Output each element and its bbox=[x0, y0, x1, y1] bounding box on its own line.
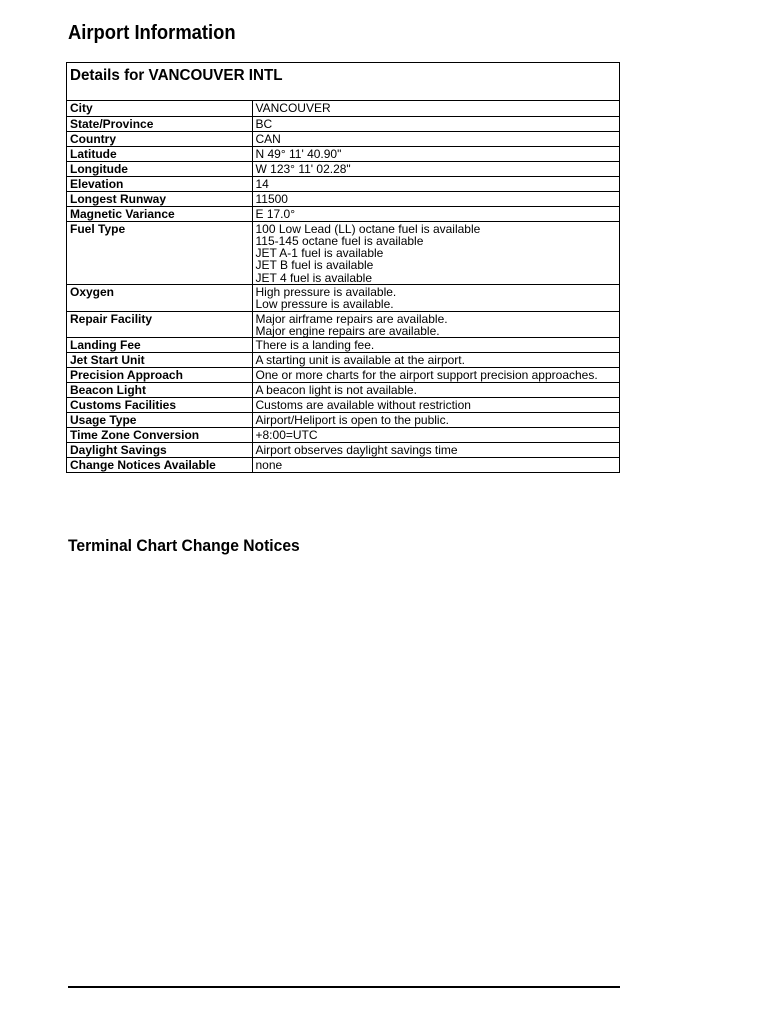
table-row bbox=[67, 353, 619, 368]
value-line: One or more charts for the airport support precision approaches. bbox=[255, 368, 598, 383]
row-value bbox=[252, 311, 619, 338]
value-line: A beacon light is not available. bbox=[255, 383, 417, 398]
row-label: Change Notices Available bbox=[67, 458, 252, 473]
table-row bbox=[67, 221, 619, 284]
table-row bbox=[67, 176, 619, 191]
value-line: A starting unit is available at the airport. bbox=[255, 353, 465, 368]
page-title: Airport Information bbox=[68, 22, 236, 44]
value-line: CAN bbox=[255, 131, 281, 146]
table-row bbox=[67, 284, 619, 311]
row-label: Customs Facilities bbox=[67, 398, 252, 413]
value-line: +8:00=UTC bbox=[255, 428, 318, 443]
row-label: Longitude bbox=[67, 161, 252, 176]
row-label: Magnetic Variance bbox=[67, 206, 252, 221]
table-row bbox=[67, 311, 619, 338]
value-line: E 17.0° bbox=[255, 206, 295, 221]
table-row bbox=[67, 146, 619, 161]
value-line: N 49° 11' 40.90" bbox=[255, 146, 342, 161]
table-row bbox=[67, 191, 619, 206]
row-value bbox=[252, 176, 619, 191]
details-caption-text: Details for VANCOUVER INTL bbox=[70, 67, 283, 84]
row-label: Time Zone Conversion bbox=[67, 428, 252, 443]
table-row bbox=[67, 131, 619, 146]
table-row bbox=[67, 338, 619, 353]
row-label: Daylight Savings bbox=[67, 443, 252, 458]
row-value bbox=[252, 221, 619, 284]
value-line: Customs are available without restriction bbox=[255, 398, 471, 413]
row-value bbox=[252, 458, 619, 473]
value-line: JET 4 fuel is available bbox=[255, 270, 373, 285]
row-value bbox=[252, 353, 619, 368]
table-row bbox=[67, 428, 619, 443]
row-value bbox=[252, 191, 619, 206]
row-label: Jet Start Unit bbox=[67, 353, 252, 368]
row-label: Longest Runway bbox=[67, 191, 252, 206]
row-label: Beacon Light bbox=[67, 383, 252, 398]
airport-details-table bbox=[66, 62, 620, 473]
row-label: City bbox=[67, 101, 252, 116]
row-label: Usage Type bbox=[67, 413, 252, 428]
row-label: Repair Facility bbox=[67, 311, 252, 338]
row-label: Latitude bbox=[67, 146, 252, 161]
value-line: Airport observes daylight savings time bbox=[255, 443, 458, 458]
table-row bbox=[67, 161, 619, 176]
footer-rule bbox=[68, 986, 620, 988]
row-value bbox=[252, 428, 619, 443]
value-line: High pressure is available. bbox=[255, 284, 397, 299]
table-row bbox=[67, 413, 619, 428]
value-line: 14 bbox=[255, 176, 269, 191]
value-line: 100 Low Lead (LL) octane fuel is available bbox=[255, 221, 481, 236]
row-label: Landing Fee bbox=[67, 338, 252, 353]
value-line: Major engine repairs are available. bbox=[255, 323, 440, 338]
table-row bbox=[67, 368, 619, 383]
table-row bbox=[67, 398, 619, 413]
value-line: Major airframe repairs are available. bbox=[255, 311, 448, 326]
table-row bbox=[67, 116, 619, 131]
row-value bbox=[252, 284, 619, 311]
row-value bbox=[252, 413, 619, 428]
value-line: JET B fuel is available bbox=[255, 258, 374, 273]
row-value bbox=[252, 161, 619, 176]
row-value bbox=[252, 206, 619, 221]
row-label: Country bbox=[67, 131, 252, 146]
row-label: Oxygen bbox=[67, 284, 252, 311]
value-line: Low pressure is available. bbox=[255, 297, 394, 312]
row-value bbox=[252, 368, 619, 383]
value-line: none bbox=[255, 458, 283, 473]
value-line: JET A-1 fuel is available bbox=[255, 246, 384, 261]
row-label: State/Province bbox=[67, 116, 252, 131]
row-value bbox=[252, 146, 619, 161]
row-label: Fuel Type bbox=[67, 221, 252, 284]
row-value bbox=[252, 383, 619, 398]
row-value bbox=[252, 338, 619, 353]
value-line: VANCOUVER bbox=[255, 101, 331, 115]
row-label: Elevation bbox=[67, 176, 252, 191]
table-row bbox=[67, 458, 619, 473]
value-line: 11500 bbox=[255, 191, 288, 206]
row-value bbox=[252, 101, 619, 116]
value-line: Airport/Heliport is open to the public. bbox=[255, 413, 449, 428]
details-caption bbox=[67, 63, 619, 101]
row-value bbox=[252, 398, 619, 413]
table-row bbox=[67, 101, 619, 116]
row-value bbox=[252, 116, 619, 131]
row-value bbox=[252, 443, 619, 458]
row-value bbox=[252, 131, 619, 146]
table-row bbox=[67, 206, 619, 221]
row-label: Precision Approach bbox=[67, 368, 252, 383]
change-notices-heading: Terminal Chart Change Notices bbox=[68, 536, 300, 555]
table-row bbox=[67, 443, 619, 458]
value-line: W 123° 11' 02.28" bbox=[255, 161, 351, 176]
details-table-body bbox=[67, 101, 619, 473]
value-line: There is a landing fee. bbox=[255, 338, 375, 353]
table-row bbox=[67, 383, 619, 398]
value-line: 115-145 octane fuel is available bbox=[255, 233, 424, 248]
value-line: BC bbox=[255, 116, 273, 131]
